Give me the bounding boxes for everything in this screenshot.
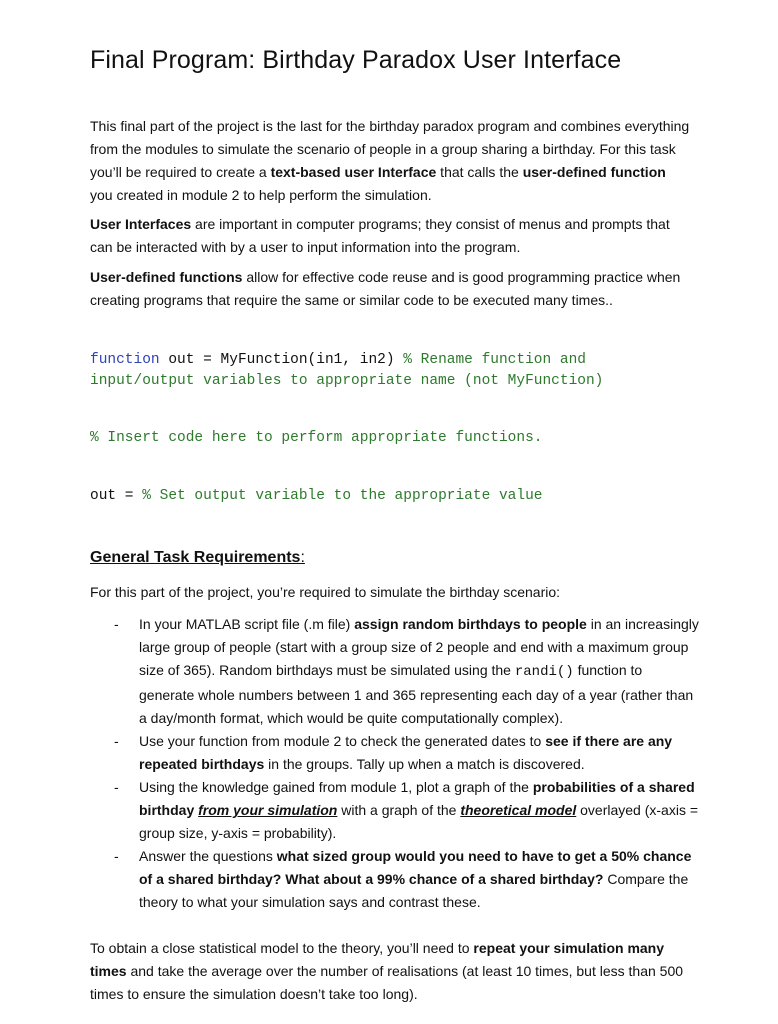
bullet-dash: -	[114, 779, 119, 795]
text-run: are important in computer programs; they consist of menus and prompts that can be interacted with by a user to input information into the program.	[90, 216, 670, 255]
intro-paragraph-3	[90, 266, 690, 312]
text-run: To obtain a close statistical model to the theory, you’ll need to	[90, 940, 474, 956]
bold-text: assign random birthdays to people	[354, 616, 587, 632]
section-lead: For this part of the project, you’re required to simulate the birthday scenario:	[90, 584, 561, 600]
bold-text: what sized group would you need to have to get a 50% chance of a shared birthday? What about a 99% chance of a shared birthday?	[139, 848, 692, 887]
text-run: in the groups. Tally up when a match is discovered.	[264, 756, 585, 772]
bullet-dash: -	[114, 733, 119, 749]
code-plain: out =	[90, 488, 143, 504]
bold-text: User-defined functions	[90, 269, 243, 285]
text-run: that calls the	[436, 164, 523, 180]
closing-paragraph	[90, 937, 690, 1006]
text-run: you created in module 2 to help perform the simulation.	[90, 187, 432, 203]
code-keyword: function	[90, 352, 160, 368]
bold-text: repeat your simulation many times	[90, 940, 665, 979]
code-plain: out = MyFunction(in1, in2)	[159, 352, 404, 368]
emphasis-text: from your simulation	[198, 802, 338, 818]
code-comment: % Set output variable to the appropriate value	[142, 488, 543, 504]
list-item	[0, 776, 699, 845]
bullet-dash: -	[114, 616, 119, 632]
section-heading-text: General Task Requirements	[90, 549, 301, 566]
text-run: function to generate whole numbers between 1 and 365 representing each day of a year (rather than a day/month format, which would be quite computationally complex).	[139, 662, 694, 726]
text-run: Compare the theory to what your simulation says and contrast these.	[139, 871, 689, 910]
page-title: Final Program: Birthday Paradox User Interface	[90, 46, 622, 74]
intro-paragraph-2	[90, 213, 690, 259]
intro-paragraph-1	[90, 115, 690, 207]
list-item	[0, 845, 699, 914]
bold-text-ui: text-based user Interface	[270, 164, 437, 180]
text-run: In your MATLAB script file (.m file)	[139, 616, 355, 632]
text-run: Using the knowledge gained from module 1, plot a graph of the	[139, 779, 533, 795]
bold-text: User Interfaces	[90, 216, 192, 232]
bullet-dash: -	[114, 848, 119, 864]
code-line-4	[90, 486, 542, 507]
code-line-1	[90, 350, 586, 371]
inline-code: randi()	[514, 664, 574, 680]
text-run: with a graph of the	[337, 802, 461, 818]
section-heading	[90, 549, 305, 567]
section-heading-colon: :	[300, 549, 305, 566]
emphasis-text: theoretical model	[460, 802, 577, 818]
list-item	[0, 730, 699, 776]
text-run: in an increasingly large group of people (start with a group size of 2 people and end with a maximum group size of 365). Random birthdays must be simulated using the	[139, 616, 699, 678]
bold-text-udf: user-defined function	[522, 164, 666, 180]
bold-text: see if there are any repeated birthdays	[139, 733, 673, 772]
text-run: Answer the questions	[139, 848, 277, 864]
list-item	[0, 613, 699, 730]
code-line-2	[90, 371, 603, 392]
text-run: Use your function from module 2 to check the generated dates to	[139, 733, 546, 749]
bold-text: probabilities of a shared birthday	[139, 779, 695, 818]
code-comment: input/output variables to appropriate name (not MyFunction)	[90, 373, 604, 389]
requirements-list	[0, 613, 778, 914]
text-run: allow for effective code reuse and is good programming practice when creating programs that require the same or similar code to be executed many times..	[90, 269, 681, 308]
code-comment: % Rename function and	[403, 352, 586, 368]
code-line-3	[90, 428, 542, 449]
text-run: and take the average over the number of realisations (at least 10 times, but less than 500 times to ensure the simulation doesn’t take too long).	[90, 963, 684, 1002]
text-run: This final part of the project is the last for the birthday paradox program and combines everything from the modules to simulate the scenario of people in a group sharing a birthday. For this task you’ll be required to create a	[90, 118, 690, 180]
code-comment: % Insert code here to perform appropriate functions.	[90, 430, 543, 446]
text-run: overlayed (x-axis = group size, y-axis = probability).	[139, 802, 699, 841]
